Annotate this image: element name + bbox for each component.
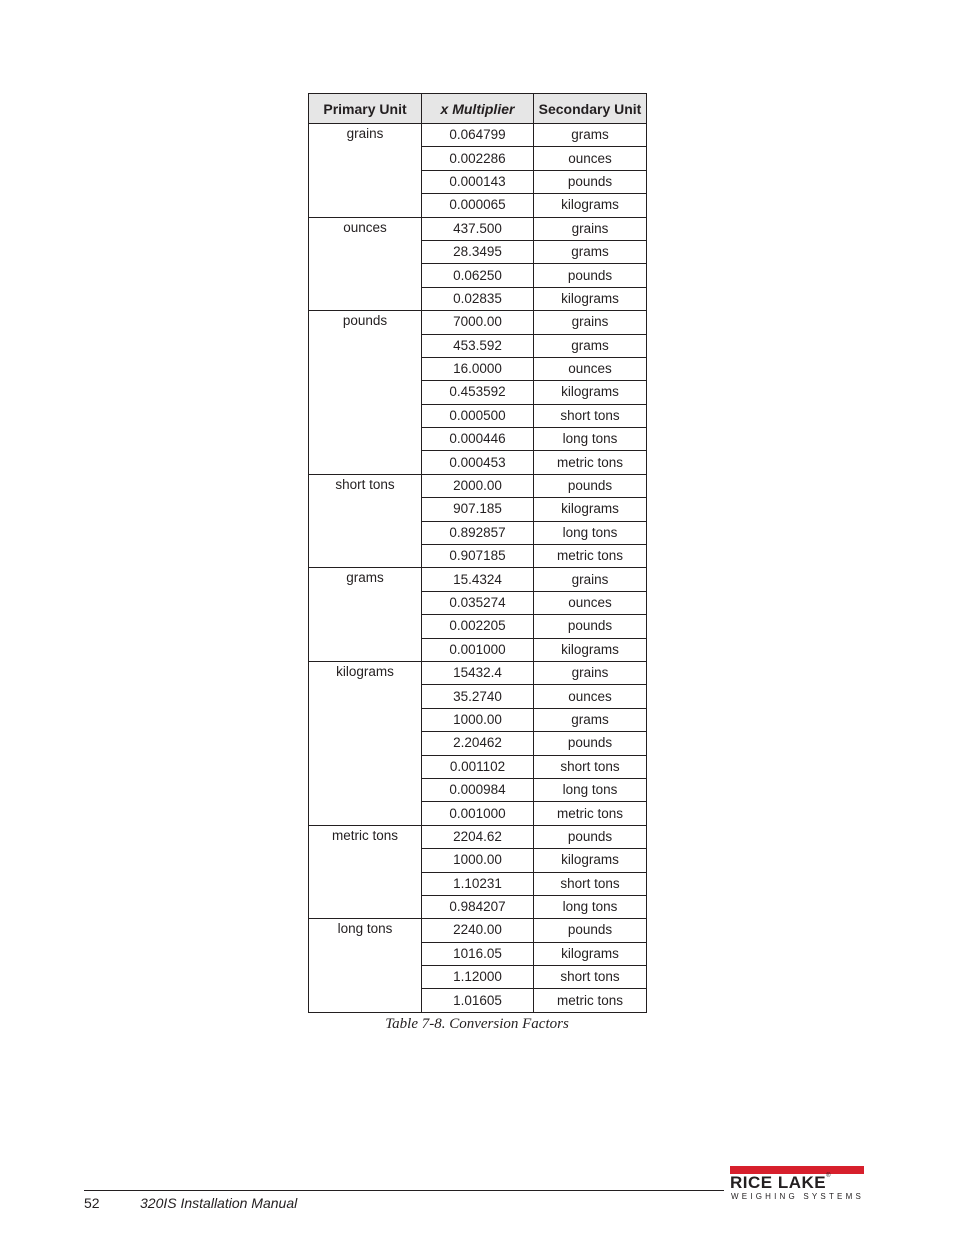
manual-title: 320IS Installation Manual (140, 1195, 298, 1211)
secondary-unit-cell: ounces (534, 147, 647, 170)
secondary-unit-cell: pounds (534, 474, 647, 497)
primary-unit-cell: metric tons (309, 825, 422, 919)
secondary-unit-cell: pounds (534, 732, 647, 755)
table-row (309, 474, 647, 497)
multiplier-cell: 0.000446 (422, 428, 534, 451)
multiplier-cell: 0.002286 (422, 147, 534, 170)
multiplier-cell: 0.000065 (422, 194, 534, 217)
multiplier-cell: 0.001000 (422, 638, 534, 661)
multiplier-cell: 7000.00 (422, 311, 534, 334)
table-caption: Table 7-8. Conversion Factors (385, 1016, 569, 1032)
multiplier-cell: 16.0000 (422, 357, 534, 380)
multiplier-cell: 437.500 (422, 217, 534, 240)
primary-unit-cell: ounces (309, 217, 422, 311)
multiplier-cell: 2000.00 (422, 474, 534, 497)
secondary-unit-cell: metric tons (534, 451, 647, 474)
multiplier-cell: 1.10231 (422, 872, 534, 895)
table-row (309, 217, 647, 240)
secondary-unit-cell: long tons (534, 521, 647, 544)
multiplier-cell: 0.002205 (422, 615, 534, 638)
secondary-unit-cell: kilograms (534, 287, 647, 310)
secondary-unit-cell: grains (534, 217, 647, 240)
secondary-unit-cell: grains (534, 661, 647, 684)
secondary-unit-cell: pounds (534, 825, 647, 848)
secondary-unit-cell: kilograms (534, 498, 647, 521)
secondary-unit-cell: pounds (534, 170, 647, 193)
multiplier-cell: 0.453592 (422, 381, 534, 404)
multiplier-cell: 28.3495 (422, 240, 534, 263)
primary-unit-cell: grams (309, 568, 422, 662)
multiplier-cell: 15432.4 (422, 661, 534, 684)
secondary-unit-cell: kilograms (534, 942, 647, 965)
primary-unit-cell: long tons (309, 919, 422, 1013)
multiplier-cell: 453.592 (422, 334, 534, 357)
primary-unit-cell: kilograms (309, 661, 422, 825)
page-number: 52 (84, 1195, 100, 1211)
secondary-unit-cell: pounds (534, 615, 647, 638)
multiplier-cell: 0.892857 (422, 521, 534, 544)
secondary-unit-cell: kilograms (534, 381, 647, 404)
table-header-row (309, 94, 647, 124)
multiplier-cell: 0.000453 (422, 451, 534, 474)
multiplier-cell: 2.20462 (422, 732, 534, 755)
conversion-factors-table (308, 93, 647, 1013)
secondary-unit-cell: pounds (534, 264, 647, 287)
secondary-unit-cell: short tons (534, 872, 647, 895)
header-multiplier: x Multiplier (422, 94, 534, 124)
multiplier-cell: 1000.00 (422, 849, 534, 872)
header-secondary-unit: Secondary Unit (534, 94, 647, 124)
multiplier-cell: 0.907185 (422, 545, 534, 568)
secondary-unit-cell: grams (534, 708, 647, 731)
secondary-unit-cell: grams (534, 240, 647, 263)
multiplier-cell: 0.000500 (422, 404, 534, 427)
secondary-unit-cell: long tons (534, 428, 647, 451)
multiplier-cell: 0.035274 (422, 591, 534, 614)
multiplier-cell: 1016.05 (422, 942, 534, 965)
table-body (309, 124, 647, 1013)
secondary-unit-cell: metric tons (534, 802, 647, 825)
rice-lake-logo (730, 1166, 870, 1202)
secondary-unit-cell: short tons (534, 404, 647, 427)
multiplier-cell: 1.12000 (422, 966, 534, 989)
table-row (309, 919, 647, 942)
registered-mark: ® (826, 1173, 832, 1179)
secondary-unit-cell: kilograms (534, 194, 647, 217)
primary-unit-cell: short tons (309, 474, 422, 568)
table-row (309, 661, 647, 684)
multiplier-cell: 0.001102 (422, 755, 534, 778)
multiplier-cell: 0.06250 (422, 264, 534, 287)
logo-name (730, 1173, 831, 1193)
primary-unit-cell: pounds (309, 311, 422, 475)
multiplier-cell: 0.000984 (422, 778, 534, 801)
primary-unit-cell: grains (309, 124, 422, 218)
table-row (309, 825, 647, 848)
multiplier-cell: 15.4324 (422, 568, 534, 591)
secondary-unit-cell: metric tons (534, 989, 647, 1012)
secondary-unit-cell: ounces (534, 685, 647, 708)
secondary-unit-cell: ounces (534, 591, 647, 614)
secondary-unit-cell: grains (534, 568, 647, 591)
table-row (309, 124, 647, 147)
multiplier-cell: 1.01605 (422, 989, 534, 1012)
secondary-unit-cell: pounds (534, 919, 647, 942)
logo-name-text: RICE LAKE (730, 1173, 827, 1192)
secondary-unit-cell: grains (534, 311, 647, 334)
multiplier-cell: 2204.62 (422, 825, 534, 848)
secondary-unit-cell: metric tons (534, 545, 647, 568)
secondary-unit-cell: kilograms (534, 849, 647, 872)
multiplier-cell: 0.984207 (422, 895, 534, 918)
multiplier-cell: 0.000143 (422, 170, 534, 193)
multiplier-cell: 1000.00 (422, 708, 534, 731)
multiplier-cell: 907.185 (422, 498, 534, 521)
secondary-unit-cell: short tons (534, 966, 647, 989)
multiplier-cell: 35.2740 (422, 685, 534, 708)
footer-divider (84, 1190, 724, 1191)
table-row (309, 568, 647, 591)
secondary-unit-cell: short tons (534, 755, 647, 778)
secondary-unit-cell: grams (534, 124, 647, 147)
multiplier-cell: 0.064799 (422, 124, 534, 147)
secondary-unit-cell: grams (534, 334, 647, 357)
multiplier-cell: 0.02835 (422, 287, 534, 310)
header-primary-unit: Primary Unit (309, 94, 422, 124)
secondary-unit-cell: long tons (534, 895, 647, 918)
table-row (309, 311, 647, 334)
secondary-unit-cell: ounces (534, 357, 647, 380)
secondary-unit-cell: long tons (534, 778, 647, 801)
multiplier-cell: 0.001000 (422, 802, 534, 825)
multiplier-cell: 2240.00 (422, 919, 534, 942)
secondary-unit-cell: kilograms (534, 638, 647, 661)
logo-tagline: WEIGHING SYSTEMS (731, 1192, 864, 1201)
